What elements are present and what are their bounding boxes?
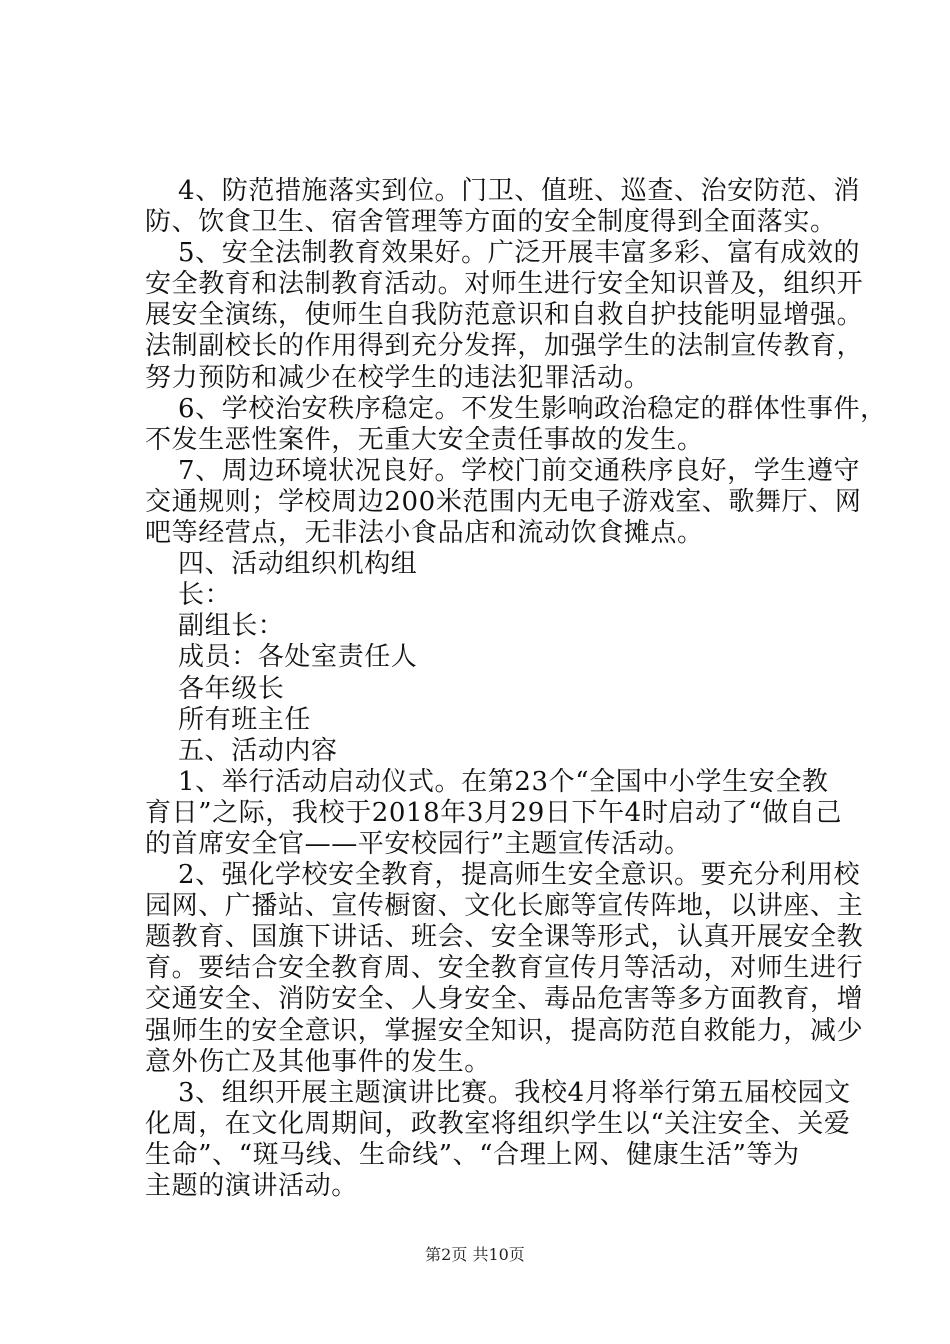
- text-line: 园网、广播站、宣传橱窗、文化长廊等宣传阵地，以讲座、主: [145, 891, 864, 922]
- text-line: 长：: [178, 580, 232, 611]
- text-line: 不发生恶性案件，无重大安全责任事故的发生。: [145, 424, 704, 455]
- text-line: 育。要结合安全教育周、安全教育宣传月等活动，对师生进行: [145, 953, 864, 984]
- text-line: 法制副校长的作用得到充分发挥，加强学生的法制宣传教育，: [145, 331, 864, 362]
- text-line: 各年级长: [178, 673, 285, 704]
- text-line: 成员：各处室责任人: [178, 642, 418, 673]
- page-footer: 第2页 共10页: [425, 1245, 525, 1264]
- text-line: 副组长：: [178, 611, 285, 642]
- text-line: 题教育、国旗下讲话、班会、安全课等形式，认真开展安全教: [145, 922, 864, 953]
- text-line: 强师生的安全意识，掌握安全知识，提高防范自救能力，减少: [145, 1015, 864, 1046]
- text-line: 育日”之际，我校于2018年3月29日下午4时启动了“做自己: [145, 797, 842, 828]
- text-line: 努力预防和减少在校学生的违法犯罪活动。: [145, 362, 651, 393]
- text-line: 安全教育和法制教育活动。对师生进行安全知识普及，组织开: [145, 269, 864, 300]
- text-line: 7、周边环境状况良好。学校门前交通秩序良好，学生遵守: [178, 455, 861, 486]
- text-line: 主题的演讲活动。: [145, 1171, 358, 1201]
- text-line: 6、学校治安秩序稳定。不发生影响政治稳定的群体性事件，: [178, 393, 887, 424]
- text-line: 5、安全法制教育效果好。广泛开展丰富多彩、富有成效的: [178, 238, 861, 269]
- text-line: 所有班主任: [178, 704, 312, 735]
- text-line: 4、防范措施落实到位。门卫、值班、巡查、治安防范、消: [178, 176, 861, 206]
- document-body: [145, 176, 887, 1202]
- text-line: 防、饮食卫生、宿舍管理等方面的安全制度得到全面落实。: [145, 207, 837, 238]
- text-line: 3、组织开展主题演讲比赛。我校4月将举行第五届校园文: [178, 1077, 851, 1108]
- text-line: 1、举行活动启动仪式。在第23个“全国中小学生安全教: [178, 766, 829, 797]
- text-line: 展安全演练，使师生自我防范意识和自救自护技能明显增强。: [145, 300, 864, 331]
- text-line: 化周，在文化周期间，政教室将组织学生以“关注安全、关爱: [145, 1108, 851, 1139]
- text-line: 交通规则；学校周边200米范围内无电子游戏室、歌舞厅、网: [145, 486, 862, 517]
- text-line: 吧等经营点，无非法小食品店和流动饮食摊点。: [145, 518, 704, 549]
- text-line: 的首席安全官——平安校园行”主题宣传活动。: [145, 828, 691, 859]
- text-line: 五、活动内容: [178, 735, 338, 766]
- text-line: 意外伤亡及其他事件的发生。: [145, 1046, 491, 1077]
- text-line: 四、活动组织机构组: [178, 549, 418, 580]
- text-line: 生命”、“斑马线、生命线”、“合理上网、健康生活”等为: [145, 1139, 800, 1170]
- text-line: 2、强化学校安全教育，提高师生安全意识。要充分利用校: [178, 860, 861, 891]
- text-line: 交通安全、消防安全、人身安全、毒品危害等多方面教育，增: [145, 984, 864, 1015]
